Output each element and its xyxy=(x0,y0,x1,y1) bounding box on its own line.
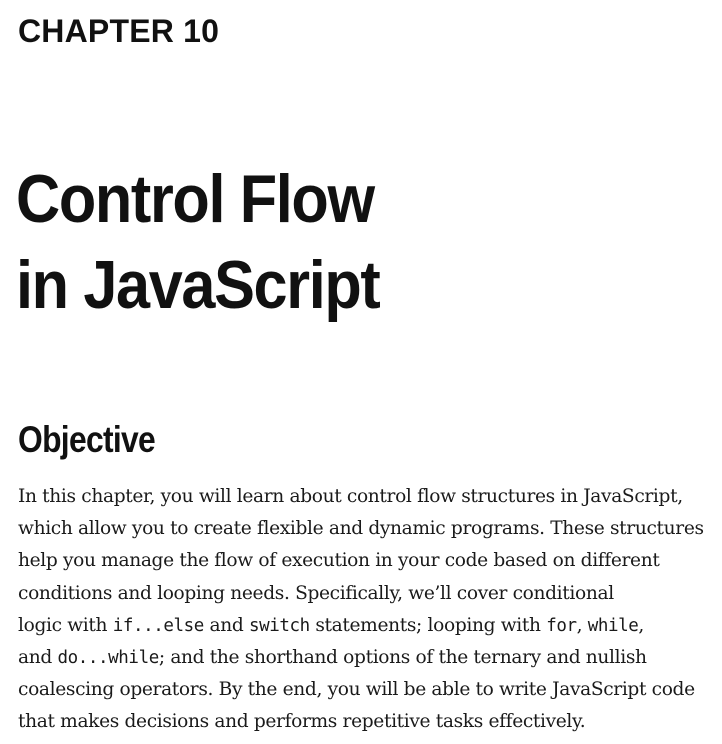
paragraph-line-1: In this chapter, you will learn about control flow structures in JavaScript, xyxy=(18,486,683,507)
paragraph-line-2: which allow you to create flexible and dynamic programs. These structures xyxy=(18,518,704,540)
inline-code-switch: switch xyxy=(248,615,310,636)
chapter-title-line-1: Control Flow xyxy=(16,161,374,237)
chapter-title xyxy=(16,156,379,328)
paragraph-text: and xyxy=(203,614,249,636)
paragraph-line-6 xyxy=(18,642,718,674)
paragraph-text: and xyxy=(18,647,58,669)
paragraph-line-8: that makes decisions and performs repetitive tasks effectively. xyxy=(18,711,586,733)
paragraph-text: ; and the shorthand options of the ternary and nullish xyxy=(158,647,647,669)
chapter-title-line-2: in JavaScript xyxy=(16,247,380,323)
inline-code-for: for xyxy=(546,615,577,636)
section-heading-objective: Objective xyxy=(18,419,156,460)
paragraph-line-4: conditions and looping needs. Specifically, we’ll cover conditional xyxy=(18,582,614,604)
inline-code-while: while xyxy=(587,615,639,636)
paragraph-text: , xyxy=(638,614,644,636)
paragraph-line-3: help you manage the flow of execution in your code based on different xyxy=(18,550,660,572)
paragraph-text: , xyxy=(576,614,588,636)
paragraph-line-7: coalescing operators. By the end, you will be able to write JavaScript code xyxy=(18,679,695,701)
paragraph-line-5 xyxy=(18,610,718,642)
paragraph-text: statements; looping with xyxy=(309,614,547,636)
paragraph-text: logic with xyxy=(18,614,113,636)
chapter-label: CHAPTER 10 xyxy=(18,13,220,49)
objective-paragraph xyxy=(18,481,718,739)
inline-code-if-else: if...else xyxy=(112,615,204,636)
inline-code-do-while: do...while xyxy=(57,648,159,669)
